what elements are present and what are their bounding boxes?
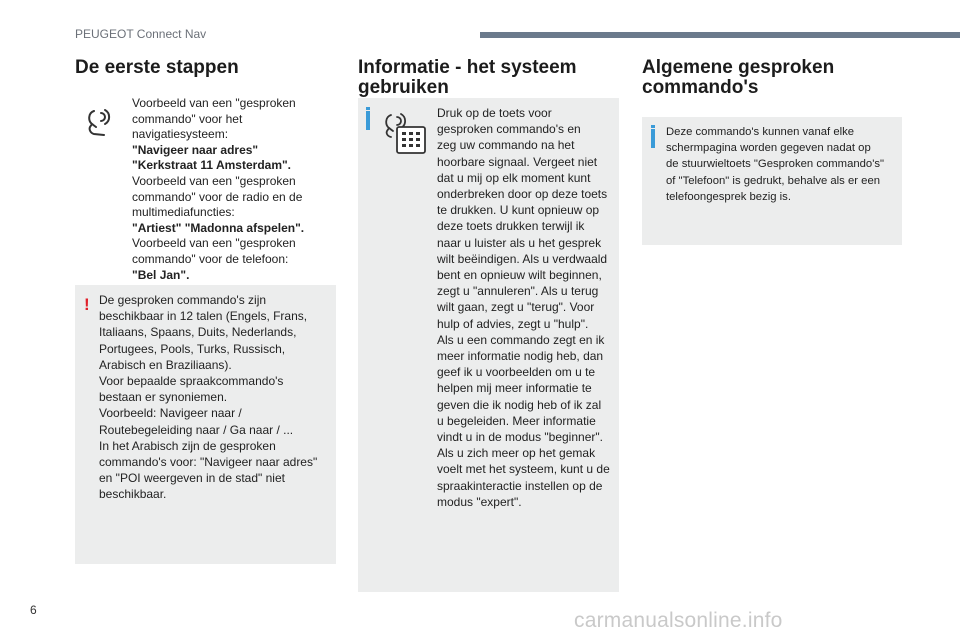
col2-lines-line: vindt u in de modus "beginner". <box>437 430 603 445</box>
col2-lines-line: geven die ik nodig heb of ik zal <box>437 397 602 412</box>
col3-lines-line: schermpagina worden gegeven nadat op <box>666 142 871 155</box>
col2-lines-line: hoorbare signaal. Vergeet niet <box>437 154 598 169</box>
general-commands-text <box>666 124 902 205</box>
col1-lines-line: commando" voor de telefoon: <box>132 251 289 266</box>
column-general-commands <box>642 58 904 98</box>
col2-lines-line: Druk op de toets voor <box>437 106 552 120</box>
col3-lines-line: Deze commando's kunnen vanaf elke <box>666 126 855 138</box>
col2-lines-line: helpen mij meer informatie te <box>437 381 592 396</box>
page-number: 6 <box>30 603 37 617</box>
col1-warning_lines-line: Portugees, Pools, Turks, Russisch, <box>99 341 286 356</box>
col2-lines-line: wilt gaan, zegt u "terug". Voor <box>437 300 595 315</box>
col2-lines-line: zegt u "annuleren". Als u terug <box>437 284 599 299</box>
col2-lines-line: Als u een commando zegt en ik <box>437 332 605 347</box>
col2-lines-line: bent en opnieuw wilt beginnen, <box>437 268 602 283</box>
first-steps-text <box>132 96 332 283</box>
col2-lines-line: te drukken. U kunt opnieuw op <box>437 203 600 218</box>
col1-lines-line: "Bel Jan". <box>132 267 190 282</box>
col2-lines-line: voelt met het systeem, kunt u de <box>437 462 610 477</box>
phone-keypad-voice-icon <box>381 113 429 155</box>
col2-lines-line: onderbreken door op deze toets <box>437 187 608 202</box>
col2-lines-line: dat u mij op elk moment kunt <box>437 170 591 185</box>
col1-warning_lines-line: Italiaans, Spaans, Duits, Nederlands, <box>99 325 297 340</box>
col3-lines-line: telefoongesprek bezig is. <box>666 190 791 203</box>
col1-warning_lines-line: commando's voor: "Navigeer naar adres" <box>99 455 318 470</box>
col2-lines-line: modus "expert". <box>437 494 522 509</box>
col1-warning_lines-line: In het Arabisch zijn de gesproken <box>99 438 276 453</box>
col2-lines-line: meer informatie nodig heb, dan <box>437 349 604 364</box>
col1-lines-line: "Navigeer naar adres" <box>132 142 259 157</box>
section-title-general-commands-2: commando's <box>642 77 759 98</box>
col1-warning_lines-line: beschikbaar. <box>99 487 167 502</box>
col1-lines-line: "Kerkstraat 11 Amsterdam". <box>132 158 292 173</box>
header-bar <box>480 32 960 38</box>
header-title: PEUGEOT Connect Nav <box>75 27 207 41</box>
col1-warning_lines-line: Voorbeeld: Navigeer naar / <box>99 406 242 421</box>
col1-lines-line: commando" voor het <box>132 111 243 126</box>
info-icon <box>366 111 370 130</box>
col2-lines-line: geef ik u voorbeelden om u te <box>437 365 596 380</box>
col1-warning_lines-line: Routebegeleiding naar / Ga naar / ... <box>99 422 294 437</box>
column-first-steps <box>75 58 337 78</box>
watermark: carmanualsonline.info <box>574 609 783 632</box>
warning-exclamation-icon: ! <box>84 295 90 314</box>
col2-lines-line: Als u zich meer op het gemak <box>437 446 596 461</box>
col1-warning_lines-line: bestaan er synoniemen. <box>99 390 228 405</box>
col1-lines-line: Voorbeeld van een "gesproken <box>132 96 296 110</box>
col2-lines-line: hulp of advies, zegt u "hulp". <box>437 316 589 331</box>
system-info-text <box>437 105 619 510</box>
col1-lines-line: Voorbeeld van een "gesproken <box>132 173 296 188</box>
col1-warning_lines-line: Arabisch en Braziliaans). <box>99 357 232 372</box>
col1-warning_lines-line: beschikbaar in 12 talen (Engels, Frans, <box>99 309 308 324</box>
col2-lines-line: deze toets drukken terwijl ik <box>437 219 585 234</box>
col1-warning_lines-line: en "POI weergeven in de stad" niet <box>99 471 285 486</box>
info-icon-general <box>651 129 655 148</box>
col2-lines-line: zeg uw commando na het <box>437 138 575 153</box>
column-system-info <box>358 58 620 98</box>
col1-lines-line: multimediafuncties: <box>132 205 235 220</box>
col2-lines-line: gesproken commando's en <box>437 122 581 137</box>
section-title-system-info-2: gebruiken <box>358 77 449 98</box>
col2-lines-line: spraakinteractie instellen op de <box>437 478 603 493</box>
col1-warning_lines-line: Voor bepaalde spraakcommando's <box>99 374 284 389</box>
col1-lines-line: navigatiesysteem: <box>132 127 229 142</box>
section-title-general-commands-1: Algemene gesproken <box>642 57 835 78</box>
section-title-first-steps: De eerste stappen <box>75 57 239 78</box>
col3-lines-line: de stuurwieltoets "Gesproken commando's" <box>666 158 885 171</box>
col3-lines-line: of "Telefoon" is gedrukt, behalve als er een <box>666 174 881 187</box>
col1-lines-line: Voorbeeld van een "gesproken <box>132 236 296 251</box>
col1-lines-line: commando" voor de radio en de <box>132 189 303 204</box>
section-title-system-info-1: Informatie - het systeem <box>358 57 577 78</box>
col2-lines-line: u begeleiden. Meer informatie <box>437 413 596 428</box>
warning-text <box>99 292 331 503</box>
col1-lines-line: "Artiest" "Madonna afspelen". <box>132 220 305 235</box>
col2-lines-line: naar u luister als u het gesprek <box>437 235 602 250</box>
col1-warning_lines-line: De gesproken commando's zijn <box>99 293 267 307</box>
voice-command-icon <box>82 107 116 141</box>
col2-lines-line: wilt beëindigen. Als u verdwaald <box>437 251 608 266</box>
